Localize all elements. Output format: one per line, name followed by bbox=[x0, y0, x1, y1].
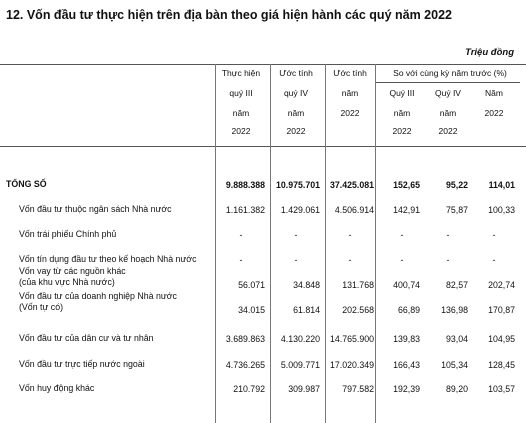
table-cell: - bbox=[294, 255, 298, 265]
column-header: 2022 bbox=[438, 126, 458, 136]
table-cell: 4.130.220 bbox=[280, 334, 320, 344]
table-cell: 37.425.081 bbox=[329, 180, 374, 190]
row-label: Vốn đầu tư thuộc ngân sách Nhà nước bbox=[19, 204, 172, 214]
header-top-rule bbox=[0, 64, 526, 65]
table-cell: 103,57 bbox=[488, 384, 515, 394]
table-cell: 56.071 bbox=[238, 280, 265, 290]
column-header: 2022 bbox=[286, 126, 306, 136]
table-cell: 5.009.771 bbox=[280, 360, 320, 370]
table-cell: - bbox=[446, 230, 450, 240]
table-cell: 34.848 bbox=[293, 280, 320, 290]
table-cell: 131.768 bbox=[342, 280, 374, 290]
column-header: năm bbox=[439, 108, 457, 118]
table-cell: 10.975.701 bbox=[275, 180, 320, 190]
table-cell: 105,34 bbox=[441, 360, 468, 370]
column-header: Quý IV bbox=[435, 88, 461, 98]
column-header: Ước tính bbox=[279, 68, 313, 78]
table-cell: 210.792 bbox=[233, 384, 265, 394]
table-cell: 100,33 bbox=[488, 205, 515, 215]
row-label: Vốn đầu tư trực tiếp nước ngoài bbox=[19, 359, 145, 369]
table-cell: - bbox=[348, 230, 352, 240]
row-label: Vốn vay từ các nguồn khác bbox=[19, 266, 126, 276]
row-label: Vốn trái phiếu Chính phủ bbox=[19, 229, 117, 239]
table-cell: 797.582 bbox=[342, 384, 374, 394]
table-cell: - bbox=[294, 230, 298, 240]
row-label: Vốn đầu tư của dân cư và tư nhân bbox=[19, 333, 154, 343]
table-cell: 128,45 bbox=[488, 360, 515, 370]
column-header: năm bbox=[232, 108, 250, 118]
column-header: 2022 bbox=[392, 126, 412, 136]
unit-label: Triệu đồng bbox=[465, 47, 514, 58]
table-cell: 192,39 bbox=[393, 384, 420, 394]
table-cell: 114,01 bbox=[488, 180, 515, 190]
table-cell: 142,91 bbox=[393, 205, 420, 215]
row-label: Vốn tín dụng đầu tư theo kế hoạch Nhà nước bbox=[19, 254, 197, 264]
column-header: Quý III bbox=[389, 88, 415, 98]
table-cell: 152,65 bbox=[393, 180, 420, 190]
table-cell: 61.814 bbox=[293, 305, 320, 315]
column-header: 2022 bbox=[340, 108, 360, 118]
column-header: 2022 bbox=[231, 126, 251, 136]
row-label: TỔNG SỐ bbox=[6, 179, 47, 189]
table-cell: 139,83 bbox=[393, 334, 420, 344]
table-cell: 14.765.900 bbox=[329, 334, 374, 344]
table-cell: 309.987 bbox=[288, 384, 320, 394]
table-cell: 1.161.382 bbox=[225, 205, 265, 215]
table-cell: 104,95 bbox=[488, 334, 515, 344]
row-label-sub: (của khu vực Nhà nước) bbox=[19, 277, 115, 287]
table-cell: - bbox=[492, 255, 496, 265]
table-cell: 202.568 bbox=[342, 305, 374, 315]
table-cell: 34.015 bbox=[238, 305, 265, 315]
column-header: Ước tính bbox=[333, 68, 367, 78]
table-cell: 95,22 bbox=[445, 180, 468, 190]
table-cell: 66,89 bbox=[397, 305, 420, 315]
row-label: Vốn huy động khác bbox=[19, 383, 95, 393]
column-header: Thực hiện bbox=[221, 68, 261, 78]
table-cell: 82,57 bbox=[445, 280, 468, 290]
table-cell: 400,74 bbox=[393, 280, 420, 290]
table-cell: - bbox=[400, 255, 404, 265]
table-cell: 4.506.914 bbox=[334, 205, 374, 215]
column-header: năm bbox=[341, 88, 359, 98]
compare-header: So với cùng kỳ năm trước (%) bbox=[393, 68, 507, 78]
column-header: 2022 bbox=[484, 108, 504, 118]
column-header: năm bbox=[287, 108, 305, 118]
row-label: Vốn đầu tư của doanh nghiệp Nhà nước bbox=[19, 291, 177, 301]
table-cell: - bbox=[348, 255, 352, 265]
table-cell: 75,87 bbox=[445, 205, 468, 215]
table-cell: - bbox=[492, 230, 496, 240]
table-cell: 93,04 bbox=[445, 334, 468, 344]
row-label-sub: (Vốn tự có) bbox=[19, 302, 64, 312]
compare-rule bbox=[375, 82, 520, 83]
table-cell: 202,74 bbox=[488, 280, 515, 290]
table-cell: - bbox=[446, 255, 450, 265]
column-header: quý III bbox=[229, 88, 253, 98]
table-cell: - bbox=[400, 230, 404, 240]
column-header: Năm bbox=[485, 88, 503, 98]
table-cell: - bbox=[239, 230, 243, 240]
table-cell: 3.689.863 bbox=[225, 334, 265, 344]
table-cell: 89,20 bbox=[445, 384, 468, 394]
table-title: 12. Vốn đầu tư thực hiện trên địa bàn theo giá hiện hành các quý năm 2022 bbox=[6, 8, 452, 22]
table-cell: 9.888.388 bbox=[225, 180, 265, 190]
table-cell: 4.736.265 bbox=[225, 360, 265, 370]
table-cell: 17.020.349 bbox=[329, 360, 374, 370]
table-cell: 1.429.061 bbox=[280, 205, 320, 215]
header-bottom-rule bbox=[0, 146, 526, 147]
column-header: quý IV bbox=[283, 88, 309, 98]
table-cell: - bbox=[239, 255, 243, 265]
table-cell: 170,87 bbox=[488, 305, 515, 315]
table-cell: 136,98 bbox=[441, 305, 468, 315]
column-header: năm bbox=[393, 108, 411, 118]
table-cell: 166,43 bbox=[393, 360, 420, 370]
